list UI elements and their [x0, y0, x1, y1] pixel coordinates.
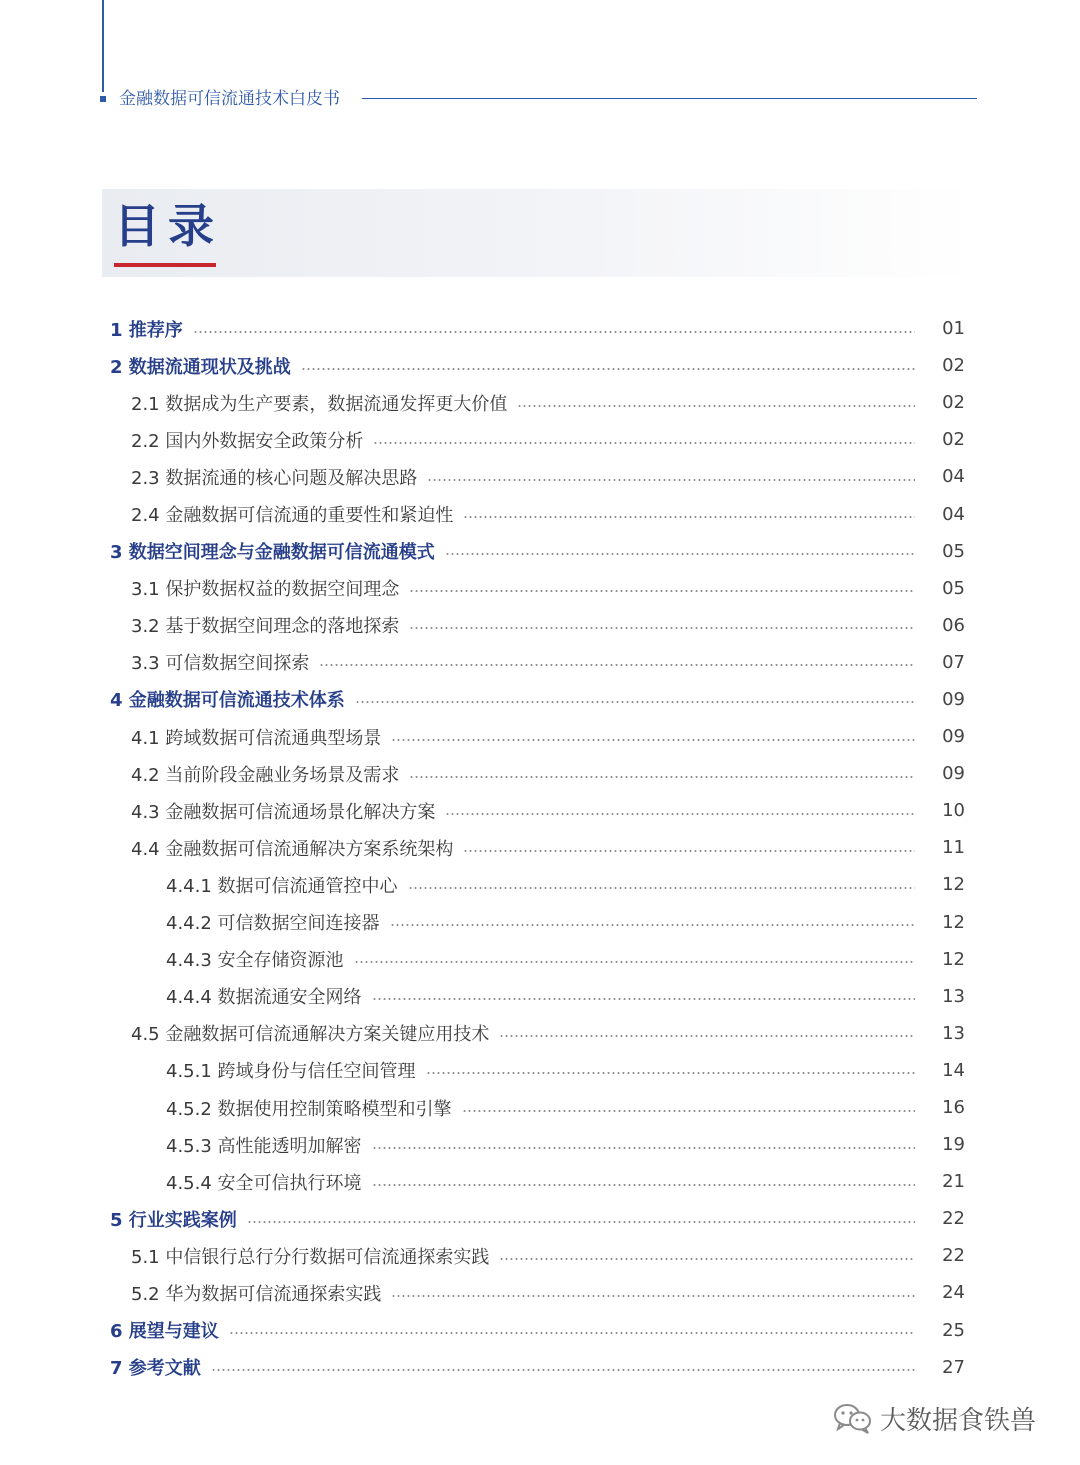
toc-entry-page: 09 — [942, 763, 965, 785]
toc-entry[interactable] — [110, 904, 965, 941]
header-vertical-line — [102, 0, 104, 92]
toc-entry[interactable] — [110, 310, 965, 347]
toc-entry-page: 13 — [942, 985, 965, 1007]
toc-dot-leader — [355, 701, 915, 703]
toc-entry[interactable] — [110, 978, 965, 1015]
toc-entry-label: 3.1 保护数据权益的数据空间理念 — [131, 579, 400, 601]
toc-entry-page: 02 — [942, 355, 965, 377]
toc-dot-leader — [517, 405, 915, 407]
toc-entry-page: 04 — [942, 503, 965, 525]
toc-entry-label: 7 参考文献 — [110, 1358, 201, 1380]
toc-dot-leader — [391, 1295, 915, 1297]
toc-entry-label: 4.5.4 安全可信执行环境 — [166, 1172, 362, 1194]
toc-entry-page: 05 — [942, 540, 965, 562]
toc-dot-leader — [372, 998, 915, 1000]
toc-entry[interactable] — [110, 755, 965, 792]
wechat-icon — [832, 1401, 874, 1435]
toc-dot-leader — [463, 850, 915, 852]
title-band — [102, 189, 978, 277]
toc-entry-label: 4.5.3 高性能透明加解密 — [166, 1135, 362, 1157]
toc-entry-label: 4.5.2 数据使用控制策略模型和引擎 — [166, 1098, 452, 1120]
toc-entry-label: 2.3 数据流通的核心问题及解决思路 — [131, 467, 418, 489]
toc-entry-page: 11 — [942, 837, 965, 859]
watermark — [832, 1398, 1036, 1438]
toc-dot-leader — [391, 739, 915, 741]
toc-entry-page: 14 — [942, 1059, 965, 1081]
toc-dot-leader — [247, 1221, 915, 1223]
toc-entry[interactable] — [110, 866, 965, 903]
toc-entry-label: 4.2 当前阶段金融业务场景及需求 — [131, 764, 400, 786]
toc-entry-label: 4.4.3 安全存储资源池 — [166, 950, 344, 972]
toc-entry-page: 19 — [942, 1134, 965, 1156]
toc-entry-page: 10 — [942, 800, 965, 822]
header-rule — [362, 98, 977, 99]
toc-dot-leader — [408, 887, 915, 889]
toc-entry-label: 1 推荐序 — [110, 319, 183, 341]
toc-entry-label: 4.4.4 数据流通安全网络 — [166, 987, 362, 1009]
toc-entry[interactable] — [110, 792, 965, 829]
toc-dot-leader — [445, 813, 915, 815]
toc-dot-leader — [319, 664, 915, 666]
toc-entry[interactable] — [110, 495, 965, 532]
toc-dot-leader — [372, 1147, 915, 1149]
toc-entry[interactable] — [110, 1126, 965, 1163]
toc-entry-page: 27 — [942, 1356, 965, 1378]
toc-dot-leader — [427, 479, 915, 481]
toc-entry[interactable] — [110, 384, 965, 421]
toc-entry-label: 5.1 中信银行总行分行数据可信流通探索实践 — [131, 1246, 490, 1268]
toc-entry[interactable] — [110, 421, 965, 458]
toc-dot-leader — [499, 1258, 915, 1260]
toc-entry[interactable] — [110, 347, 965, 384]
toc-dot-leader — [354, 961, 915, 963]
toc-entry-label: 4.1 跨域数据可信流通典型场景 — [131, 727, 382, 749]
toc-entry-page: 12 — [942, 874, 965, 896]
toc-entry-page: 25 — [942, 1319, 965, 1341]
toc-entry-page: 05 — [942, 577, 965, 599]
toc-entry[interactable] — [110, 1237, 965, 1274]
page-title: 目录 — [114, 199, 222, 253]
toc-entry-page: 24 — [942, 1282, 965, 1304]
toc-entry[interactable] — [110, 644, 965, 681]
toc-entry-page: 07 — [942, 651, 965, 673]
toc-dot-leader — [445, 553, 915, 555]
toc-dot-leader — [229, 1332, 915, 1334]
toc-entry-label: 5 行业实践案例 — [110, 1209, 237, 1231]
toc-entry-label: 3.2 基于数据空间理念的落地探索 — [131, 616, 400, 638]
toc-dot-leader — [372, 1184, 915, 1186]
header-title: 金融数据可信流通技术白皮书 — [119, 89, 340, 109]
table-of-contents — [110, 310, 965, 1386]
toc-entry[interactable] — [110, 681, 965, 718]
toc-entry-page: 16 — [942, 1097, 965, 1119]
toc-entry-label: 2 数据流通现状及挑战 — [110, 356, 291, 378]
toc-entry-label: 4.3 金融数据可信流通场景化解决方案 — [131, 801, 436, 823]
toc-entry[interactable] — [110, 1015, 965, 1052]
toc-entry[interactable] — [110, 1312, 965, 1349]
toc-dot-leader — [211, 1369, 915, 1371]
toc-entry-page: 02 — [942, 429, 965, 451]
toc-entry-page: 02 — [942, 392, 965, 414]
toc-entry[interactable] — [110, 1089, 965, 1126]
toc-entry-label: 5.2 华为数据可信流通探索实践 — [131, 1283, 382, 1305]
toc-entry-page: 04 — [942, 466, 965, 488]
toc-entry[interactable] — [110, 1163, 965, 1200]
toc-entry[interactable] — [110, 1200, 965, 1237]
toc-dot-leader — [426, 1072, 915, 1074]
toc-entry[interactable] — [110, 607, 965, 644]
toc-dot-leader — [462, 1110, 915, 1112]
toc-entry[interactable] — [110, 1052, 965, 1089]
toc-dot-leader — [390, 924, 915, 926]
header-marker — [100, 96, 106, 102]
toc-entry-label: 2.4 金融数据可信流通的重要性和紧迫性 — [131, 505, 454, 527]
toc-entry[interactable] — [110, 533, 965, 570]
toc-entry-label: 3 数据空间理念与金融数据可信流通模式 — [110, 542, 435, 564]
toc-entry[interactable] — [110, 1274, 965, 1311]
toc-entry-label: 4.4.2 可信数据空间连接器 — [166, 913, 380, 935]
toc-dot-leader — [193, 331, 915, 333]
toc-entry-page: 12 — [942, 948, 965, 970]
watermark-text: 大数据食铁兽 — [880, 1405, 1037, 1436]
toc-entry-label: 4.4.1 数据可信流通管控中心 — [166, 875, 398, 897]
toc-dot-leader — [409, 627, 915, 629]
title-underline — [114, 263, 216, 267]
toc-entry[interactable] — [110, 1349, 965, 1386]
toc-entry[interactable] — [110, 570, 965, 607]
toc-entry-page: 22 — [942, 1208, 965, 1230]
toc-dot-leader — [499, 1035, 915, 1037]
toc-entry-page: 09 — [942, 688, 965, 710]
toc-entry-label: 4 金融数据可信流通技术体系 — [110, 690, 345, 712]
toc-entry-page: 13 — [942, 1022, 965, 1044]
toc-entry-label: 4.5 金融数据可信流通解决方案关键应用技术 — [131, 1024, 490, 1046]
toc-entry[interactable] — [110, 829, 965, 866]
toc-entry-label: 4.4 金融数据可信流通解决方案系统架构 — [131, 838, 454, 860]
toc-entry-label: 6 展望与建议 — [110, 1321, 219, 1343]
toc-entry[interactable] — [110, 941, 965, 978]
toc-entry-page: 01 — [942, 318, 965, 340]
toc-dot-leader — [373, 442, 915, 444]
toc-dot-leader — [463, 516, 915, 518]
toc-entry-page: 06 — [942, 614, 965, 636]
toc-entry-label: 2.1 数据成为生产要素，数据流通发挥更大价值 — [131, 393, 508, 415]
toc-entry-label: 3.3 可信数据空间探索 — [131, 653, 310, 675]
toc-entry[interactable] — [110, 458, 965, 495]
toc-dot-leader — [409, 590, 915, 592]
toc-entry-page: 12 — [942, 911, 965, 933]
toc-entry[interactable] — [110, 718, 965, 755]
toc-entry-page: 09 — [942, 726, 965, 748]
toc-entry-label: 2.2 国内外数据安全政策分析 — [131, 430, 364, 452]
toc-dot-leader — [301, 368, 915, 370]
toc-entry-page: 22 — [942, 1245, 965, 1267]
toc-entry-label: 4.5.1 跨域身份与信任空间管理 — [166, 1061, 416, 1083]
toc-entry-page: 21 — [942, 1171, 965, 1193]
toc-dot-leader — [409, 776, 915, 778]
